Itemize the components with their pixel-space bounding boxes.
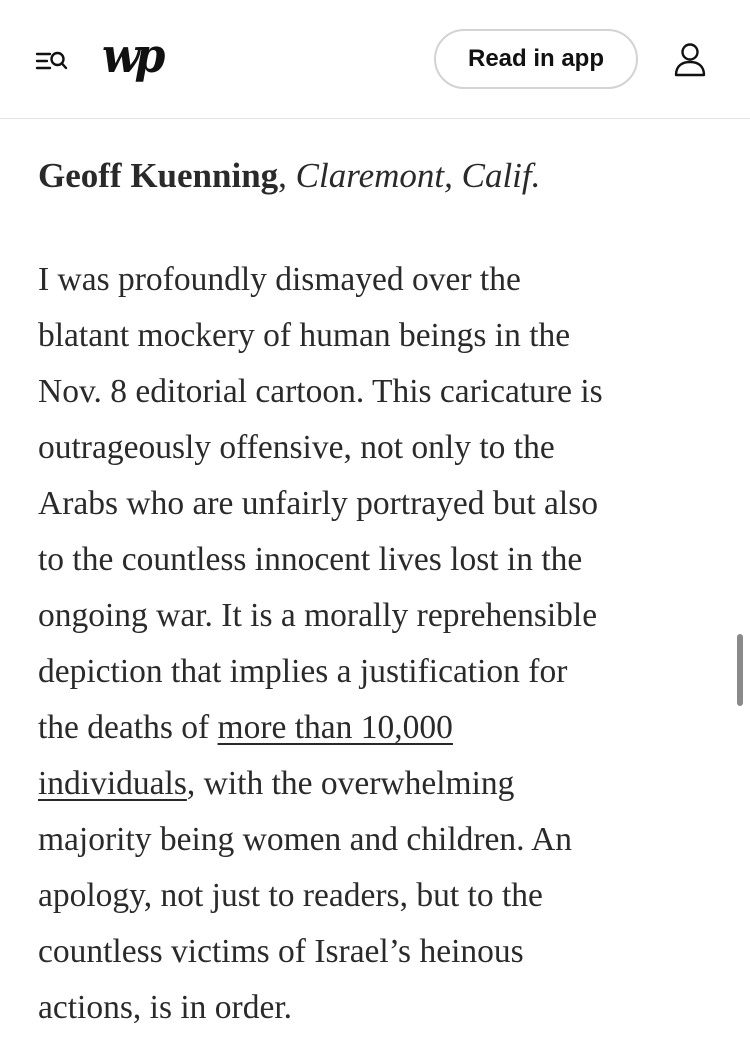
menu-search-icon[interactable] [30,44,74,78]
text-line: outrageously offensive, not only to the [38,429,555,466]
read-in-app-button[interactable]: Read in app [434,29,638,89]
text-line: depiction that implies a justification for [38,653,568,690]
author-location: Claremont, Calif. [295,156,541,195]
letter-text [38,252,728,1036]
text-line: to the countless innocent lives lost in the [38,541,583,578]
text-line: I was profoundly dismayed over the [38,261,521,298]
text-fragment: the deaths of [38,709,218,746]
casualty-count-link[interactable]: more than 10,000 [217,709,453,746]
text-line: apology, not just to readers, but to the [38,877,543,914]
person-icon[interactable] [670,40,710,80]
text-line [38,756,728,812]
text-fragment: , with the overwhelming [186,765,515,802]
text-line: actions, is in order. [38,989,292,1026]
text-line [38,700,728,756]
text-line: Nov. 8 editorial cartoon. This caricature is [38,373,603,410]
top-bar [0,0,750,119]
byline [38,150,728,202]
author-name: Geoff Kuenning [38,156,279,195]
text-line: Arabs who are unfairly portrayed but also [38,485,599,522]
text-line: ongoing war. It is a morally reprehensible [38,597,598,634]
scrollbar-thumb[interactable] [737,634,743,706]
text-line: countless victims of Israel’s heinous [38,933,524,970]
text-line: blatant mockery of human beings in the [38,317,571,354]
casualty-count-link-continued[interactable]: individuals [38,765,187,802]
text-line: majority being women and children. An [38,821,573,858]
byline-separator: , [278,156,287,195]
washington-post-logo[interactable]: wp [102,28,160,84]
